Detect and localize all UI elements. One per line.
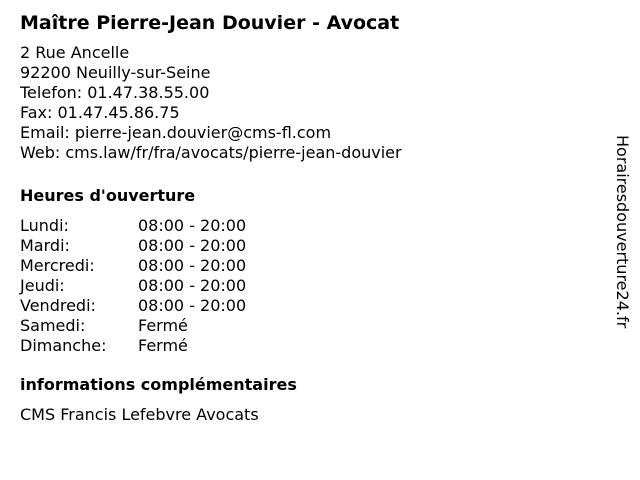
address-block	[20, 43, 600, 163]
brand-watermark: Horairesdouverture24.fr	[613, 135, 632, 329]
time-value: Fermé	[138, 336, 188, 355]
time-value: 08:00 - 20:00	[138, 256, 247, 275]
day-label: Mercredi:	[20, 256, 95, 275]
phone-number: Telefon: 01.47.38.55.00	[20, 83, 210, 102]
time-value: 08:00 - 20:00	[138, 236, 247, 255]
hours-row-wednesday	[20, 256, 600, 276]
additional-info-heading: informations complémentaires	[20, 375, 297, 394]
fax-number: Fax: 01.47.45.86.75	[20, 103, 180, 122]
time-value: 08:00 - 20:00	[138, 296, 247, 315]
page-title: Maître Pierre-Jean Douvier - Avocat	[20, 12, 400, 34]
opening-hours-table	[20, 216, 600, 356]
hours-row-tuesday	[20, 236, 600, 256]
additional-info-text: CMS Francis Lefebvre Avocats	[20, 405, 259, 424]
hours-row-monday	[20, 216, 600, 236]
email-address: Email: pierre-jean.douvier@cms-fl.com	[20, 123, 332, 142]
business-card	[20, 10, 600, 425]
day-label: Dimanche:	[20, 336, 107, 355]
day-label: Vendredi:	[20, 296, 96, 315]
website-address: Web: cms.law/fr/fra/avocats/pierre-jean-douvier	[20, 143, 402, 162]
hours-row-sunday	[20, 336, 600, 356]
time-value: 08:00 - 20:00	[138, 276, 247, 295]
street-address: 2 Rue Ancelle	[20, 43, 130, 62]
hours-row-friday	[20, 296, 600, 316]
day-label: Lundi:	[20, 216, 69, 235]
day-label: Jeudi:	[20, 276, 65, 295]
opening-hours-heading: Heures d'ouverture	[20, 186, 196, 205]
hours-row-saturday	[20, 316, 600, 336]
day-label: Mardi:	[20, 236, 70, 255]
time-value: 08:00 - 20:00	[138, 216, 247, 235]
time-value: Fermé	[138, 316, 188, 335]
city-address: 92200 Neuilly-sur-Seine	[20, 63, 211, 82]
hours-row-thursday	[20, 276, 600, 296]
day-label: Samedi:	[20, 316, 86, 335]
